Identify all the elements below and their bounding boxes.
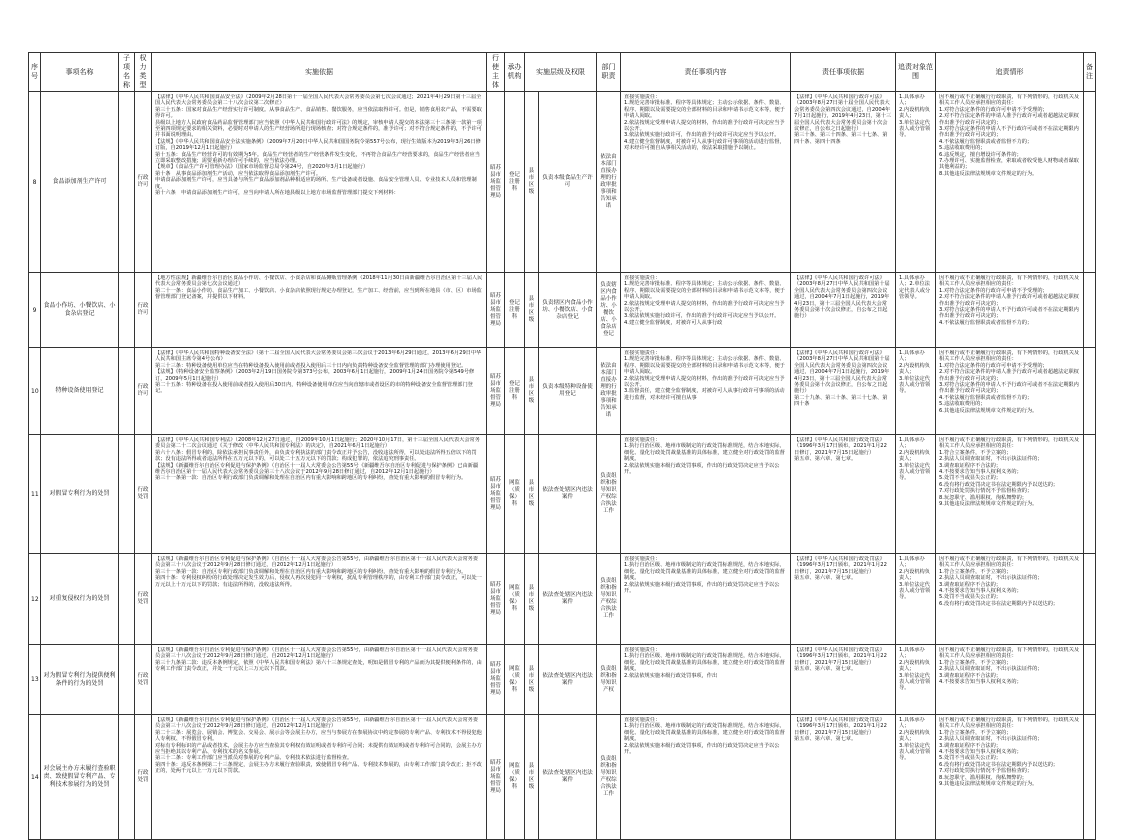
- header-dept-duty: 部门职责: [597, 53, 621, 92]
- row-dept-duty: 负责辖区内食品小作坊、小餐饮店、小食杂店登记: [597, 273, 621, 348]
- row-dept-duty: 负责组织和指导知识产权综合执法工作: [597, 715, 621, 840]
- row-item-name: 对为假冒专利行为提供便利条件的行为的处罚: [41, 645, 119, 715]
- row-level: 县市区级: [525, 348, 539, 435]
- row-level-permission: 负责本级食品生产许可: [539, 92, 597, 273]
- row-level: 县市区级: [525, 92, 539, 273]
- row-level: 县市区级: [525, 554, 539, 645]
- row-dept-duty: 依法由本部门直接办理的行政审批事项和告知承诺: [597, 348, 621, 435]
- row-accountable-cases: 因不履行或不正确履行行政职责，有下列情形的，行政机关及相关工作人员应承担相应的责任： 1.对符合法定条件的行政许可申请不予受理的； 2.对不符合法定条件的申请人准予行政许可或者超越法定职权作出准予行政许可决定的； 3.对符合法定条件的申请人不予行政许可或者不在法定期限内作出准予行政许可决定的； 4.不依法履行监督职责或者监督不力的； 5.违法收取费用的； 6.其他违反法律法规规章文件规定的行为。: [936, 348, 1084, 435]
- row-duty-basis: 【法律】《中华人民共和国行政许可法》（2003年8月27日中华人民共和国第十届全国人民代表大会常务委员会第四次会议通过，自2004年7月1日起施行，2019年4月23日，第十三届全国人民代表大会常务委员会第十次会议修正，自公布之日起施行）: [791, 273, 896, 348]
- row-accountable-cases: 因不履行或不正确履行行政职责，有下列情形的，行政机关及相关工作人员应承担相应的责任： 1.符合立案条件，不予立案的； 2.执法人员调查取证时，不出示执法证件的； 3.调查取证程序不合法的； 4.不按要求告知当事人权利义务的； 5.处罚不当或显失公正的； 6.没有将行政处罚决定书在法定期限内予以送达的；: [936, 554, 1084, 645]
- row-level: 县市区级: [525, 715, 539, 840]
- basis-paragraph: 【法规】《中华人民共和国食品安全法实施条例》（2009年7月20日中华人民共和国国务院令第557号公布，现行生效版本为2019年3月26日修订版，自2019年12月1日起施行）: [155, 138, 481, 152]
- row-remark: [1084, 645, 1096, 715]
- header-duty-content: 责任事项内容: [621, 53, 791, 92]
- row-level-permission: 依法查处辖区内违法案件: [539, 645, 597, 715]
- row-item-name: 对重复侵权行为的处罚: [41, 554, 119, 645]
- row-accountable-scope: 1.具体承办人； 2.内设机构负责人； 3.单位法定代表人或分管领导。: [896, 715, 936, 840]
- row-dept-duty: 负责组织和指导知识产权综合执法工作: [597, 554, 621, 645]
- row-subject: 昭苏县市场监督管理局: [487, 92, 505, 273]
- row-accountable-cases: 因不履行或不正确履行行政职责，有下列情形的，行政机关及相关工作人员应承担相应的责任： 1.对符合法定条件的行政许可申请不予受理的； 2.对不符合法定条件的申请人准予行政许可或者超越法定职权作出准予行政许可决定的； 3.对符合法定条件的申请人不予行政许可或者不在法定期限内作出准予行政许可决定的； 4.不依法履行监督职责或者监督不力的； 5.违法收取费用的； 6.违反规定，擅自增设许可条件的； 7.办理许可、实施监督检查，索取或者收受他人财物或者谋取其他利益的； 8.其他违反法律法规规章文件规定的行为。: [936, 92, 1084, 273]
- row-level-permission: 依法查处辖区内违法案件: [539, 435, 597, 554]
- basis-paragraph: 【法规】《新疆维吾尔自治区专利促进与保护条例》（自治区十一届人大常委会公告第55号，由新疆维吾尔自治区第十一届人民代表大会常务委员会第三十八次会议于2012年9月28日修订通过，自2012年12月1日起施行）: [155, 647, 479, 660]
- row-org: 网监（质保）科: [505, 435, 525, 554]
- row-org: 登记注册科: [505, 348, 525, 435]
- row-basis: [152, 348, 487, 435]
- row-power-type: 行政许可: [135, 92, 152, 273]
- row-duty-content: 直接实施责任： 1.执行自治区级、地州市级制定的行政处罚标准规范，结合本地实际，细化、量化行政处罚裁量基准的具体标准，建立健全对行政处罚的监督制度。 2.依法依规实施本级行政处罚事项，作出的行政处罚决定应当予以公开。: [621, 715, 791, 840]
- row-accountable-scope: 1.具体承办人； 2.内设机构负责人； 3.单位法定代表人或分管领导。: [896, 554, 936, 645]
- row-duty-basis: 【法律】《中华人民共和国行政许可法》（2003年8月27日第十届全国人民代表大会常务委员会第四次会议通过，自2004年7月1日起施行，2019年4月23日，第十三届全国人民代表大会常务委员会第十次会议修正，自公布之日起施行） 第三十条、第三十四条、第三十七条、第四十条、第四十四条: [791, 92, 896, 273]
- basis-paragraph: 第三十二条：专利工作部门应当派员对参展的专利产品、专利技术依法进行监督检查。: [155, 755, 353, 762]
- basis-paragraph: 第三十三条：特种设备使用单位应当在特种设备投入使用前或者投入使用后三十日内向负责特种设备安全监督管理的部门办理使用登记。: [155, 362, 467, 369]
- row-sub-item: [119, 554, 135, 645]
- basis-paragraph: 【法规】《特种设备安全监察条例》（2003年2月19日国务院令第373号公布，2003年6月1日起施行，2009年1月24日国务院令第549号修订，2009年5月1日起施行）: [155, 369, 475, 382]
- basis-paragraph: 【规章】《食品生产许可管理办法》（国家市场监督总局令第24号，自2020年3月1日起施行）: [155, 164, 369, 171]
- basis-paragraph: 第十五条：食品生产经营许可的有效期为5年。食品生产经营者的生产经营条件发生变化，不再符合食品生产经营要求的，食品生产经营者应当立即采取整改措施；需要重新办理许可手续的，应当依法办理。: [155, 151, 480, 165]
- row-sub-item: [119, 645, 135, 715]
- row-power-type: 行政处罚: [135, 645, 152, 715]
- header-basis: 实施依据: [152, 53, 487, 92]
- table-row: [29, 645, 1096, 715]
- row-level: 县市区级: [525, 435, 539, 554]
- basis-paragraph: 【地方性法规】新疆维吾尔自治区食品小作坊、小餐饮店、小食杂店和食品摊贩管理条例（2018年11月30日由新疆维吾尔自治区第十三届人民代表大会常务委员会第七次会议通过）: [155, 275, 483, 288]
- row-accountable-scope: 1.具体承办人； 2.内设机构负责人； 3.单位法定代表人或分管领导。: [896, 435, 936, 554]
- basis-paragraph: 第四十条：违反本条例第二十三条规定，会展主办方未履行查验职责，致使假冒专利产品、专利技术参展的，由专利工作部门责令改正；拒不改正的，处两千元以上一万元以下罚款。: [155, 761, 482, 775]
- row-accountable-scope: 1.具体承办人； 2.内设机构负责人； 3.单位法定代表人或分管领导。: [896, 92, 936, 273]
- header-sub-item: 子项名称: [119, 53, 135, 92]
- table-body: [29, 92, 1096, 840]
- basis-paragraph: 第十六条 申请食品添加剂生产许可，应当向申请人所在地县级以上地方市场监督管理部门提交下列材料：: [155, 190, 399, 197]
- row-seq: 8: [29, 92, 41, 273]
- row-item-name: 食品小作坊、小餐饮店、小食杂店登记: [41, 273, 119, 348]
- row-duty-content: 直接实施责任： 1.规范完善审批标准、程序等具体规定；主动公示依据、条件、数量、程序、期限以及需要提交的全部材料的目录和申请书示范文本等，便于申请人阅取。 2.依法按规定受理申请人提交的材料，作出的准予行政许可决定应当予以公开。 3.依法依规实施行政许可，作出的准予行政许可决定应当予以公开。 4.建立健全监督制度，对被许可人从事行政: [621, 273, 791, 348]
- basis-paragraph: 第三十九条第二款：违反本条例规定，依照《中华人民共和国专利法》第六十三条规定查处，明知是假冒专利的产品而为其提供便利条件的，由专利工作部门责令改正，并处一千元以上三万元以下罚款。: [155, 659, 482, 673]
- row-org: 网监（质保）科: [505, 554, 525, 645]
- basis-paragraph: 【法规】《新疆维吾尔自治区专利促进与保护条例》（自治区十一届人大常委会公告第55号，由新疆维吾尔自治区第十一届人民代表大会常务委员会第三十八次会议于2012年9月28日修订通过，自2012年12月1日起施行）: [155, 717, 479, 730]
- row-accountable-cases: 因不履行或不正确履行行政职责，有下列情形的，行政机关及相关工作人员应承担相应的责任： 1.符合立案条件，不予立案的； 2.执法人员调查取证时，不出示执法证件的； 3.调查取证程序不合法的； 4.不按要求告知当事人权利义务的； 5.处罚不当或显失公正的； 6.没有将行政处罚决定书在法定期限内予以送达的； 7.对行政处罚执行情况不予监督检查的； 8.玩忽职守、滥用职权、徇私舞弊的； 9.其他违反法律法规规章文件规定的行为。: [936, 435, 1084, 554]
- row-basis: [152, 715, 487, 840]
- header-level: 实施层级及权限: [525, 53, 597, 92]
- row-accountable-scope: 1.具体承办人； 2.内设机构负责人； 3.单位法定代表人或分管领导。: [896, 348, 936, 435]
- basis-paragraph: 申请食品添加剂生产许可，应当具备与所生产食品添加剂品种相适应的场所、生产设备或者设施、食品安全管理人员、专业技术人员和管理制度。: [155, 177, 477, 190]
- power-list-table: [28, 52, 1096, 840]
- table-row: [29, 273, 1096, 348]
- row-basis: [152, 645, 487, 715]
- basis-paragraph: 【法律】《中华人民共和国食品安全法》（2009年2月28日第十一届全国人民代表大会常务委员会第七次会议通过；2021年4月29日第十三届全国人民代表大会常务委员会第二十八次会议第二次修正）: [155, 94, 482, 107]
- row-remark: [1084, 435, 1096, 554]
- row-power-type: 行政许可: [135, 273, 152, 348]
- row-remark: [1084, 715, 1096, 840]
- row-seq: 11: [29, 435, 41, 554]
- basis-paragraph: 第四十条：专利侵权纠纷的行政处理决定发生效力后，侵权人再次侵犯同一专利权，扰乱专利管理秩序的，由专利工作部门责令改正，可以处一万元以上十万元以下的罚款；有违法所得的，没收违法所得。: [155, 575, 482, 588]
- row-remark: [1084, 273, 1096, 348]
- row-remark: [1084, 92, 1096, 273]
- row-duty-basis: 【法律】《中华人民共和国行政处罚法》（1996年3月17日颁布，2021年1月22日修订，2021年7月15日起施行） 第五章、第六章、第七章。: [791, 645, 896, 715]
- row-seq: 13: [29, 645, 41, 715]
- row-sub-item: [119, 435, 135, 554]
- basis-paragraph: 对标有专利标识的产品或者技术，会展主办方应当查验其专利权有效证明或者专利许可合同；未提供有效证明或者专利许可合同的，会展主办方应当拒绝其以专利产品、专利技术的名义参展。: [155, 742, 482, 756]
- row-seq: 14: [29, 715, 41, 840]
- row-seq: 10: [29, 348, 41, 435]
- header-cases: 追责情形: [936, 53, 1084, 92]
- row-sub-item: [119, 273, 135, 348]
- header-seq: 序号: [29, 53, 41, 92]
- row-accountable-cases: 因不履行或不正确履行行政职责，有下列情形的，行政机关及相关工作人员应承担相应的责任： 1.对符合法定条件的行政许可申请不予受理的； 2.对不符合法定条件的申请人准予行政许可或者超越法定职权作出准予行政许可决定的； 3.对符合法定条件的申请人不予行政许可或者不在法定期限内作出准予行政许可决定的； 4.不依法履行监督职责或者监督不力的；: [936, 273, 1084, 348]
- row-dept-duty: 负责组织和指导知识产权: [597, 645, 621, 715]
- row-sub-item: [119, 715, 135, 840]
- row-duty-basis: 【法律】《中华人民共和国行政处罚法》（1996年3月17日颁布，2021年1月22日修订，2021年7月15日起施行） 第五章、第六章、第七章。: [791, 554, 896, 645]
- row-remark: [1084, 348, 1096, 435]
- row-accountable-scope: 1.具体承办人； 2.内设机构负责人； 3.单位法定代表人或分管领导。: [896, 645, 936, 715]
- row-level: 县市区级: [525, 645, 539, 715]
- basis-paragraph: 第十条 从事食品添加剂生产活动，应当依法取得食品添加剂生产许可。: [155, 170, 322, 177]
- basis-paragraph: 第三十五条：国家对食品生产经营实行许可制度。从事食品生产、食品销售、餐饮服务，应当依法取得许可。但是，销售食用农产品，不需要取得许可。: [155, 106, 482, 120]
- row-basis: [152, 435, 487, 554]
- row-power-type: 行政处罚: [135, 715, 152, 840]
- row-accountable-scope: 1.具体承办人；2.单位法定代表人或分管领导。: [896, 273, 936, 348]
- row-level-permission: 依法查处辖区内违法案件: [539, 554, 597, 645]
- row-org: 登记注册科: [505, 92, 525, 273]
- table-row: [29, 435, 1096, 554]
- header-remark: 备注: [1084, 53, 1096, 92]
- row-sub-item: [119, 92, 135, 273]
- row-org: 网监（质保）科: [505, 645, 525, 715]
- row-org: 登记注册科: [505, 273, 525, 348]
- basis-paragraph: 【法律】《中华人民共和国特种设备安全法》（第十二届全国人民代表大会常务委员会第三次会议于2013年6月29日通过，2013年6月29日中华人民共和国主席令第4号公布）: [155, 350, 482, 363]
- row-subject: 昭苏县市场监督管理局: [487, 645, 505, 715]
- row-item-name: 对假冒专利行为的处罚: [41, 435, 119, 554]
- row-subject: 昭苏县市场监督管理局: [487, 348, 505, 435]
- header-scope: 追责对象范围: [896, 53, 936, 92]
- basis-paragraph: 第三十一条第一款：自治区专利行政部门负责调解和处理在自治区内有重大影响和跨地区的专利纠纷，查处有重大影响的假冒专利行为。: [155, 568, 467, 575]
- row-org: 网监（质保）科: [505, 715, 525, 840]
- basis-paragraph: 第二十五条：特种设备在投入使用前或者投入使用后30日内，特种设备使用单位应当向直辖市或者设区的市的特种设备安全监督管理部门登记。: [155, 382, 473, 395]
- row-duty-basis: 【法律】《中华人民共和国行政处罚法》（1996年3月17日颁布，2021年1月22日修订，2021年7月15日起施行） 第五章、第六章、第七章。: [791, 715, 896, 840]
- row-item-name: 特种设备使用登记: [41, 348, 119, 435]
- basis-paragraph: 【法规】《新疆维吾尔自治区专利促进与保护条例》（自治区十一届人大常委会公告第55号《新疆维吾尔自治区专利促进与保护条例》已由新疆维吾尔自治区第十一届人民代表大会常务委员会第三十八次会议于2012年9月28日修订通过，自2012年12月1日起施行）: [155, 462, 479, 476]
- row-power-type: 行政许可: [135, 348, 152, 435]
- row-accountable-cases: 因不履行或不正确履行行政职责，有下列情形的，行政机关及相关工作人员应承担相应的责任： 1.符合立案条件，不予立案的； 2.执法人员调查取证时，不出示执法证件的； 3.调查取证程序不合法的； 4.不按要求告知当事人权利义务的；: [936, 645, 1084, 715]
- basis-paragraph: 【法规】《新疆维吾尔自治区专利促进与保护条例》（自治区十一届人大常委会公告第55号，由新疆维吾尔自治区第十一届人民代表大会常务委员会第三十八次会议于2012年9月28日修订通过，自2012年12月1日起施行）: [155, 556, 479, 569]
- row-subject: 昭苏县市场监督管理局: [487, 554, 505, 645]
- table-row: [29, 715, 1096, 840]
- table-row: [29, 554, 1096, 645]
- header-item-name: 事项名称: [41, 53, 119, 92]
- row-power-type: 行政处罚: [135, 554, 152, 645]
- header-org: 承办机构: [505, 53, 525, 92]
- row-duty-basis: 【法律】《中华人民共和国行政处罚法》（1996年3月17日颁布，2021年1月22日修订，2021年7月15日起施行） 第五章、第六章、第七章。: [791, 435, 896, 554]
- row-duty-content: 直接实施责任： 1.规范完善审批标准、程序等具体规定；主动公示依据、条件、数量、程序、期限以及需要提交的全部材料的目录和申请书示范文本等，便于申请人阅取。 2.依法按规定受理申请人提交的材料，作出的准予行政许可决定应当予以公开。 3.监督责任，建立健全监督制度，对被许可人从事行政许可事项的活动进行监督，对未经许可擅自从事: [621, 348, 791, 435]
- row-accountable-cases: 因不履行或不正确履行行政职责，有下列情形的，行政机关及相关工作人员应承担相应的责任： 1.符合立案条件，不予立案的； 2.执法人员调查取证时，不出示执法证件的； 3.调查取证程序不合法的； 4.不按要求告知当事人权利义务的； 5.处罚不当或显失公正的； 6.没有将行政处罚决定书在法定期限内予以送达的； 7.对行政处罚执行情况不予监督检查的； 8.玩忽职守、滥用职权、徇私舞弊的； 9.其他违反法律法规规章文件规定的行为。: [936, 715, 1084, 840]
- basis-paragraph: 第二十三条：展览会、展销会、博览会、交易会、展示会等会展主办方，应当与参展方在参展协议中约定参展的专利产品、专利技术不得侵犯他人专利权、不得假冒专利。: [155, 729, 482, 743]
- row-basis: [152, 92, 487, 273]
- header-power-type: 权力类型: [135, 53, 152, 92]
- header-row: [29, 53, 1096, 92]
- row-duty-content: 直接实施责任： 1.规范完善审批标准、程序等具体规定；主动公示依据、条件、数量、程序、期限以及需要提交的全部材料的目录和申请书示范文本等，便于申请人阅取。 2.依法按规定受理申请人提交的材料，作出的准予行政许可决定应当予以公开。 3.依法依规实施行政许可，作出的准予行政许可决定应当予以公开。 4.建立健全监督制度，对被许可人从事行政许可事项的活动进行监督，对未经许可擅自从事相关活动的，依法采取措施予以制止。: [621, 92, 791, 273]
- row-duty-basis: 【法律】《中华人民共和国行政许可法》（2003年8月27日中华人民共和国第十届全国人民代表大会常务委员会第四次会议通过，自2004年7月1日起施行，2019年4月23日，第十三届全国人民代表大会常务委员会第十次会议修正，自公布之日起施行） 第二十九条、第三十条、第三十七条、第四十条: [791, 348, 896, 435]
- table-row: [29, 92, 1096, 273]
- row-power-type: 行政处罚: [135, 435, 152, 554]
- row-level-permission: 负责辖区内食品小作坊、小餐饮店、小食杂店登记: [539, 273, 597, 348]
- row-dept-duty: 负责组织和指导知识产权综合执法工作: [597, 435, 621, 554]
- row-sub-item: [119, 348, 135, 435]
- basis-paragraph: 第三十一条第一款：自治区专利行政部门负责调解和处理在自治区内有重大影响和跨地区的专利纠纷，查处有重大影响的假冒专利行为。: [155, 475, 467, 482]
- row-basis: [152, 273, 487, 348]
- row-subject: 昭苏县市场监督管理局: [487, 715, 505, 840]
- row-duty-content: 直接实施责任： 1.执行自治区级、地州市级制定的行政处罚标准规范，结合本地实际，细化、量化行政处罚裁量基准的具体标准，建立健全对行政处罚的监督制度。 2.依法依规实施本级行政处罚事项，作出: [621, 645, 791, 715]
- row-duty-content: 直接实施责任： 1.执行自治区级、地州市级制定的行政处罚标准规范，结合本地实际，细化、量化行政处罚裁量基准的具体标准，建立健全对行政处罚的监督制度。 2.依法依规实施本级行政处罚事项，作出的行政处罚决定应当予以公开。: [621, 554, 791, 645]
- header-subject: 行使主体: [487, 53, 505, 92]
- row-level: 县市区级: [525, 273, 539, 348]
- basis-paragraph: 【法律】《中华人民共和国专利法》（2008年12月27日通过，自2009年10月1日起施行；2020年10月17日，第十三届全国人民代表大会常务委员会第二十二次会议通过《关于修改〈中华人民共和国专利法〉的决定》，自2021年6月1日起施行）: [155, 437, 480, 450]
- basis-paragraph: 第六十八条：假冒专利的，除依法承担民事责任外，由负责专利执法的部门责令改正并予公告，没收违法所得，可以处违法所得五倍以下的罚款；没有违法所得或者违法所得在五万元以下的，可以处二十五万元以下的罚款；构成犯罪的，依法追究刑事责任。: [155, 449, 477, 463]
- row-seq: 12: [29, 554, 41, 645]
- row-item-name: 食品添加剂生产许可: [41, 92, 119, 273]
- row-subject: 昭苏县市场监督管理局: [487, 273, 505, 348]
- basis-paragraph: 县级以上地方人民政府食品药品监督管理部门应当依照《中华人民共和国行政许可法》的规定，审核申请人提交的本法第三十三条第一款第一项至第四项规定要求的相关资料，必要时对申请人的生产经营场所进行现场核查；对符合规定条件的，准予许可；对不符合规定条件的，不予许可并书面说明理由。: [155, 119, 482, 139]
- row-dept-duty: 依法由本部门直接办理的行政审批事项和告知承诺: [597, 92, 621, 273]
- table-row: [29, 348, 1096, 435]
- basis-paragraph: 第二十一条：食品小作坊、食品生产加工、小餐饮店、小食杂店依照现行规定办理登记，生产加工、经营前，应当到所在地县（市、区）市场监督管理部门登记备案，并提供以下材料。: [155, 287, 482, 301]
- row-seq: 9: [29, 273, 41, 348]
- row-level-permission: 依法查处辖区内违法案件: [539, 715, 597, 840]
- row-item-name: 对会展主办方未履行查验职责、致使假冒专利产品、专利技术参展行为的处罚: [41, 715, 119, 840]
- row-remark: [1084, 554, 1096, 645]
- row-duty-content: 直接实施责任： 1.执行自治区级、地州市级制定的行政处罚标准规范，结合本地实际，细化、量化行政处罚裁量基准的具体标准，建立健全对行政处罚的监督制度。 2.依法依规实施本级行政处罚事项，作出的行政处罚决定应当予以公开。: [621, 435, 791, 554]
- row-basis: [152, 554, 487, 645]
- header-duty-basis: 责任事项依据: [791, 53, 896, 92]
- row-subject: 昭苏县市场监督管理局: [487, 435, 505, 554]
- row-level-permission: 负责本级特种设备使用登记: [539, 348, 597, 435]
